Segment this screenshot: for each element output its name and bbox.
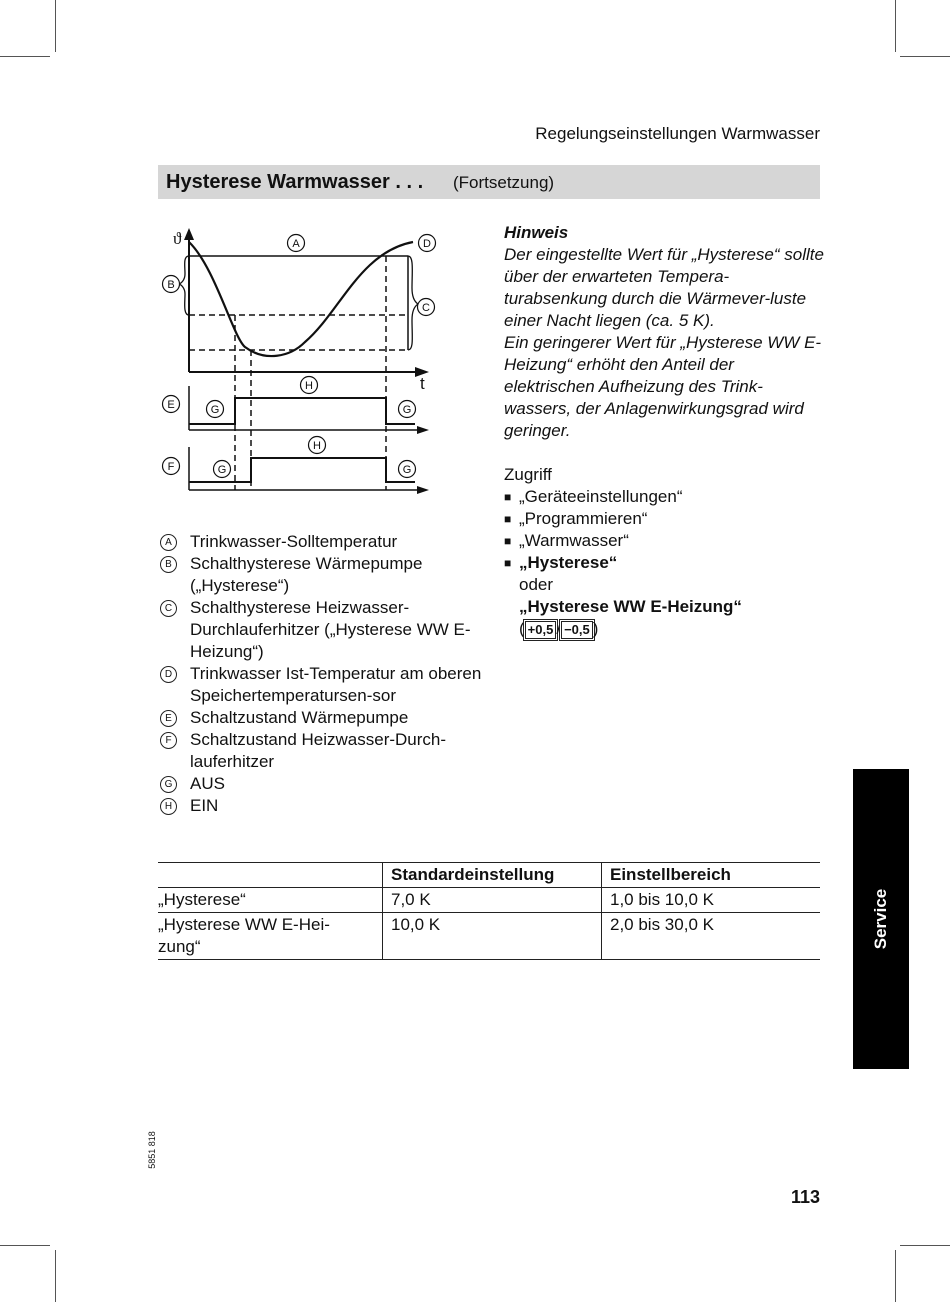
- x-axis-symbol: t: [420, 374, 425, 393]
- legend-key: H: [160, 798, 177, 815]
- legend-text: Schalthysterese Wärmepumpe („Hysterese“): [190, 554, 423, 595]
- table-row: [158, 913, 820, 960]
- legend-text: Schaltzustand Wärmepumpe: [190, 708, 409, 727]
- minus-key-icon: −0,5: [561, 621, 593, 639]
- plus-key-icon: +0,5: [525, 621, 557, 639]
- crop-mark: [895, 0, 896, 52]
- legend-item: [160, 707, 490, 729]
- table-cell: 10,0 K: [383, 913, 602, 960]
- table-header-cell: Standardeinstellung: [383, 863, 602, 888]
- legend-item: [160, 663, 490, 707]
- bullet-square-icon: ■: [504, 556, 512, 570]
- hysteresis-diagram: [155, 222, 445, 497]
- legend-text: Trinkwasser-Solltemperatur: [190, 532, 398, 551]
- table-header-cell: [158, 863, 383, 888]
- running-header: Regelungseinstellungen Warmwasser: [535, 124, 820, 143]
- marker-e: E: [167, 399, 175, 411]
- bullet-square-icon: ■: [504, 534, 512, 548]
- access-item: ■ „Hysterese“: [504, 553, 618, 572]
- table-cell: 7,0 K: [383, 888, 602, 913]
- marker-c: C: [422, 302, 430, 314]
- access-alt-item: „Hysterese WW E-Heizung“: [519, 597, 742, 616]
- y-axis-symbol: ϑ: [173, 229, 182, 248]
- marker-g-f-right: G: [402, 464, 412, 476]
- side-tab-service: [853, 769, 909, 1069]
- legend-key: E: [160, 710, 177, 727]
- y-axis-arrow: [184, 228, 194, 240]
- access-item: ■ „Geräteeinstellungen“: [504, 487, 683, 506]
- legend-item: [160, 773, 490, 795]
- marker-g-e-left: G: [210, 404, 220, 416]
- temperature-curve: [189, 242, 413, 356]
- legend-item: [160, 729, 490, 773]
- crop-mark: [55, 1250, 56, 1302]
- legend-item: [160, 531, 490, 553]
- access-keys: ( +0,5 / −0,5 ): [519, 619, 599, 638]
- access-label: Zugriff: [504, 465, 552, 484]
- bullet-square-icon: ■: [504, 490, 512, 504]
- marker-f: F: [167, 461, 175, 473]
- parameter-table: [158, 862, 820, 960]
- note-heading: Hinweis: [504, 223, 569, 242]
- marker-h-f: H: [313, 440, 321, 452]
- access-item: ■ „Programmieren“: [504, 509, 648, 528]
- table-cell: „Hysterese“: [158, 888, 383, 913]
- side-tab-label: Service: [871, 888, 890, 950]
- legend-text: Trinkwasser Ist-Temperatur am oberen Speichertemperatursen-sor: [190, 664, 482, 705]
- legend-text: AUS: [190, 774, 225, 793]
- table-header-cell: Einstellbereich: [602, 863, 821, 888]
- table-cell: 2,0 bis 30,0 K: [602, 913, 821, 960]
- table-cell: 1,0 bis 10,0 K: [602, 888, 821, 913]
- table-cell: „Hysterese WW E-Hei-zung“: [158, 913, 383, 960]
- table-header-row: [158, 863, 820, 888]
- legend-key: A: [160, 534, 177, 551]
- legend-key: F: [160, 732, 177, 749]
- legend-item: [160, 597, 490, 663]
- section-title-continuation: (Fortsetzung): [453, 173, 555, 192]
- marker-g-f-left: G: [217, 464, 227, 476]
- note-paragraph-1: Der eingestellte Wert für „Hysterese“ sollte über der erwarteten Tempera-turabsenkung durch die Wärmever-luste einer Nacht liegen (ca. 5 K).: [504, 245, 824, 330]
- document-number: 5851 818: [146, 1131, 157, 1169]
- legend-item: [160, 795, 490, 817]
- section-title-bar: [158, 165, 820, 199]
- crop-mark: [0, 1245, 50, 1246]
- crop-mark: [55, 0, 56, 52]
- legend-key: C: [160, 600, 177, 617]
- legend-key: D: [160, 666, 177, 683]
- marker-h-e: H: [305, 380, 313, 392]
- legend-key: B: [160, 556, 177, 573]
- access-list: [504, 486, 824, 640]
- legend-text: EIN: [190, 796, 219, 815]
- page-number: 113: [790, 1187, 820, 1207]
- legend-item: [160, 553, 490, 597]
- crop-mark: [900, 1245, 950, 1246]
- brace-c: [408, 256, 418, 350]
- legend-text: Schaltzustand Heizwasser-Durch-lauferhitzer: [190, 730, 447, 771]
- diagram-legend: [160, 531, 490, 817]
- marker-d: D: [423, 238, 431, 250]
- legend-text: Schalthysterese Heizwasser-Durchlauferhitzer („Hysterese WW E-Heizung“): [190, 598, 471, 661]
- section-title: Hysterese Warmwasser . . .: [166, 171, 424, 193]
- crop-mark: [900, 56, 950, 57]
- crop-mark: [0, 56, 50, 57]
- legend-key: G: [160, 776, 177, 793]
- marker-g-e-right: G: [402, 404, 412, 416]
- bullet-square-icon: ■: [504, 512, 512, 526]
- access-item: ■ „Warmwasser“: [504, 531, 629, 550]
- marker-b: B: [167, 279, 175, 291]
- note-paragraph-2: Ein geringerer Wert für „Hysterese WW E-Heizung“ erhöht den Anteil der elektrischen Aufheizung des Trink-wassers, der Anlagenwirkungsgrad wird geringer.: [504, 333, 822, 440]
- access-or: oder: [519, 575, 554, 594]
- note-column: [504, 222, 824, 640]
- marker-a: A: [292, 238, 300, 250]
- crop-mark: [895, 1250, 896, 1302]
- table-row: [158, 888, 820, 913]
